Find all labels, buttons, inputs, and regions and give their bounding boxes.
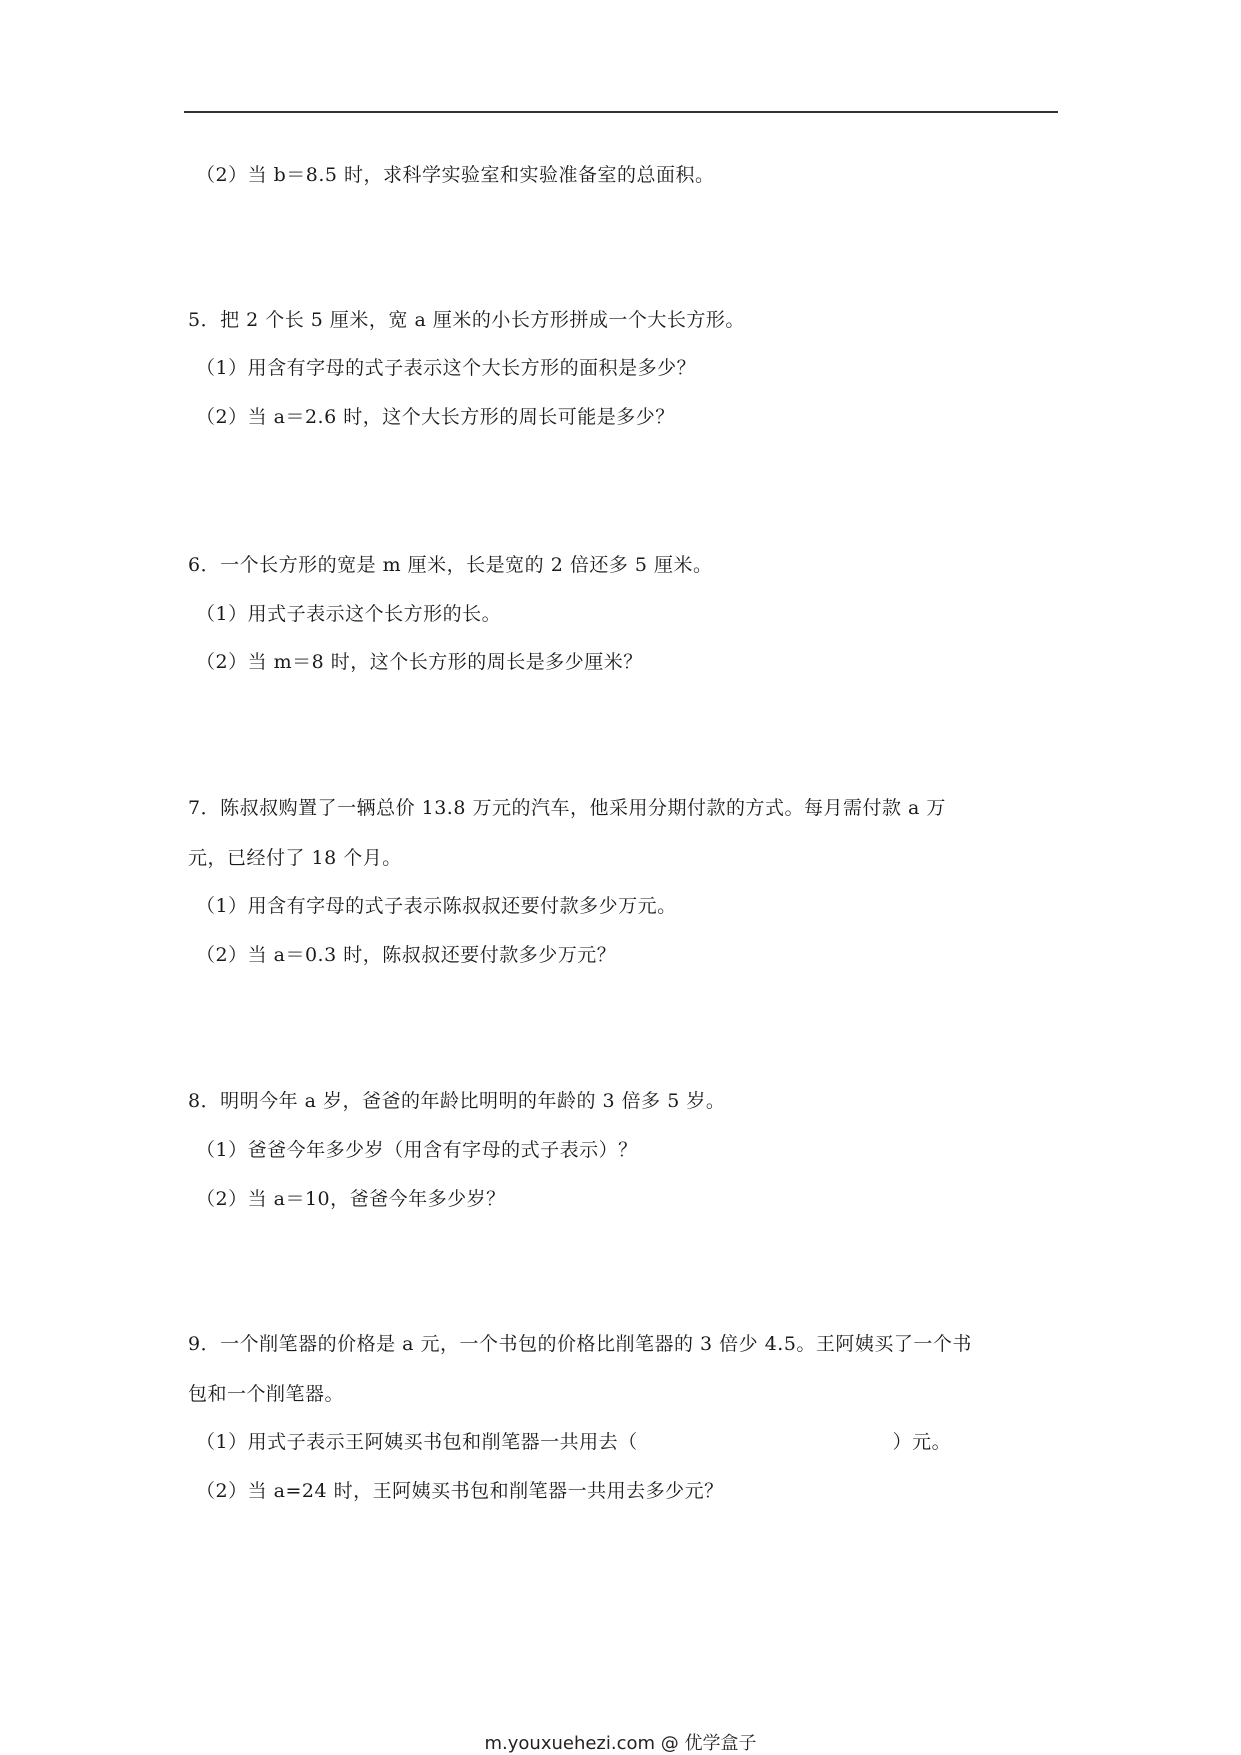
q4-part2: （2）当 b＝8.5 时，求科学实验室和实验准备室的总面积。 xyxy=(196,164,715,186)
header-rule xyxy=(184,111,1058,113)
q6-stem: 6．一个长方形的宽是 m 厘米，长是宽的 2 倍还多 5 厘米。 xyxy=(188,554,713,576)
q9-part2: （2）当 a=24 时，王阿姨买书包和削笔器一共用去多少元？ xyxy=(196,1480,724,1502)
q9-part1-after: ）元。 xyxy=(892,1431,952,1453)
q9-part1-before: （1）用式子表示王阿姨买书包和削笔器一共用去（ xyxy=(196,1431,638,1453)
q7-stem-line2: 元，已经付了 18 个月。 xyxy=(188,847,402,869)
q9-stem-line2: 包和一个削笔器。 xyxy=(188,1383,345,1405)
q7-part1: （1）用含有字母的式子表示陈叔叔还要付款多少万元。 xyxy=(196,895,677,917)
q6-part2: （2）当 m＝8 时，这个长方形的周长是多少厘米？ xyxy=(196,651,643,673)
q9-part1 xyxy=(196,1430,951,1454)
footer-watermark: m.youxuehezi.com @ 优学盒子 xyxy=(484,1733,757,1754)
q8-part2: （2）当 a＝10，爸爸今年多少岁？ xyxy=(196,1188,506,1210)
q7-part2: （2）当 a＝0.3 时，陈叔叔还要付款多少万元？ xyxy=(196,944,617,966)
q9-stem-line1: 9．一个削笔器的价格是 a 元，一个书包的价格比削笔器的 3 倍少 4.5。王阿姨买了一个书 xyxy=(188,1333,972,1355)
q8-part1: （1）爸爸今年多少岁（用含有字母的式子表示）？ xyxy=(196,1139,638,1161)
q5-part2: （2）当 a＝2.6 时，这个大长方形的周长可能是多少？ xyxy=(196,406,675,428)
q5-part1: （1）用含有字母的式子表示这个大长方形的面积是多少？ xyxy=(196,357,697,379)
q7-stem-line1: 7．陈叔叔购置了一辆总价 13.8 万元的汽车，他采用分期付款的方式。每月需付款 a 万 xyxy=(188,797,946,819)
q8-stem: 8．明明今年 a 岁，爸爸的年龄比明明的年龄的 3 倍多 5 岁。 xyxy=(188,1090,726,1112)
q6-part1: （1）用式子表示这个长方形的长。 xyxy=(196,603,502,625)
q5-stem: 5．把 2 个长 5 厘米，宽 a 厘米的小长方形拼成一个大长方形。 xyxy=(188,309,745,331)
